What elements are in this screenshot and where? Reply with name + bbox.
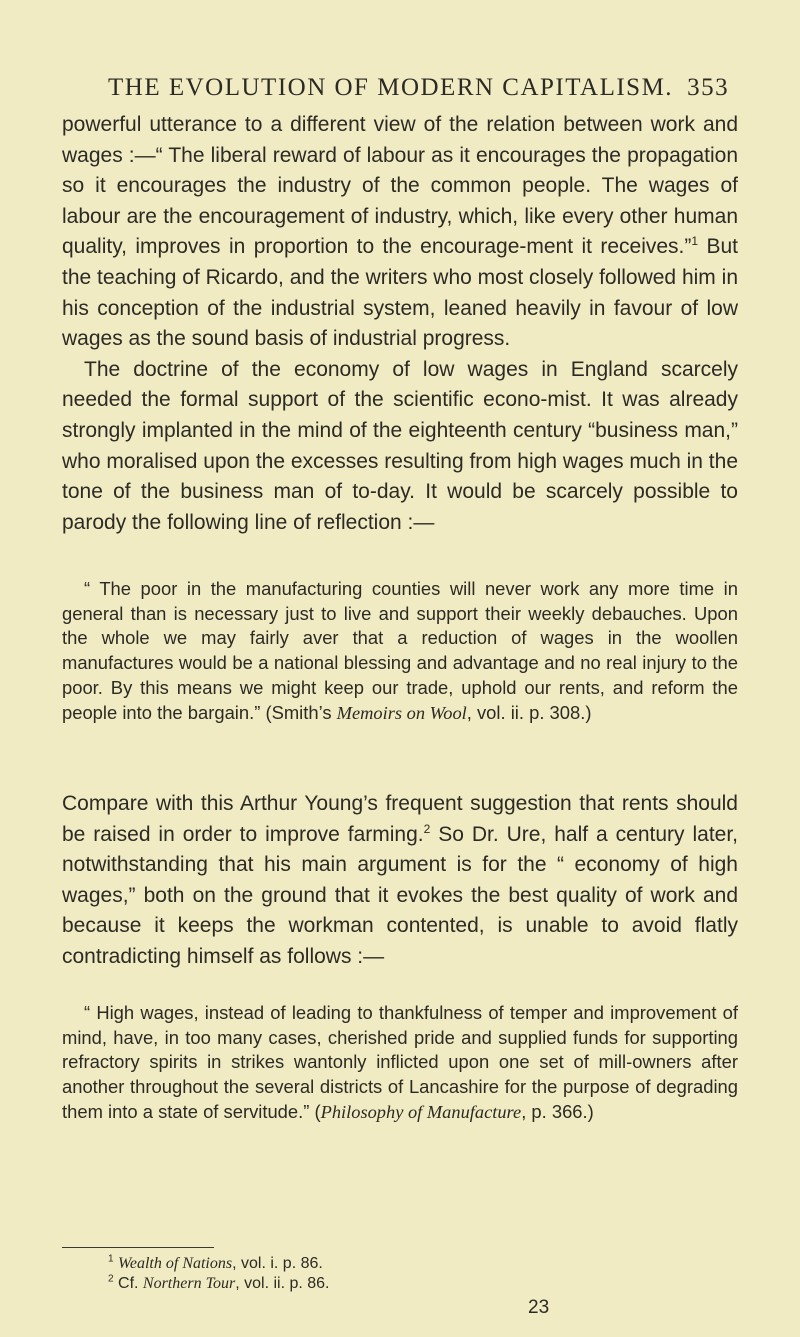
- body-paragraphs-1: [62, 110, 738, 538]
- printer-signature-mark: 23: [528, 1297, 550, 1318]
- footnote-2-title: Northern Tour: [142, 1275, 236, 1292]
- quote-1-citation: , vol. ii. p. 308.): [466, 701, 592, 723]
- quote-1-text: “ The poor in the manufacturing counties will never work any more time in general than is necessary just to live and support their weekly debauches. Upon the whole we may fairly aver that a reduction of wages in the woollen manufactures would be a national blessing and advantage and no real injury to the poor. By this means we might keep our trade, uphold our rents, and reform the people into the bargain.” (Smith’s: [62, 578, 738, 723]
- footnote-divider: [62, 1247, 214, 1248]
- quote-2-source: Philosophy of Manufacture: [320, 1101, 522, 1122]
- footnote-2-prefix: Cf.: [118, 1275, 143, 1292]
- footnote-2: [108, 1274, 708, 1294]
- footnote-1: [108, 1254, 708, 1274]
- footnote-2-mark: 2: [108, 1273, 114, 1285]
- quote-1: [62, 577, 738, 725]
- footnote-ref-2: 2: [423, 821, 431, 836]
- body-paragraphs-2: [62, 789, 738, 973]
- footnote-1-mark: 1: [108, 1253, 114, 1265]
- footnote-1-citation: , vol. i. p. 86.: [232, 1255, 323, 1272]
- paragraph-3-text-b: So Dr. Ure, half a century later, notwithstanding that his main argument is for the “ economy of high wages,” both on the ground that it evokes the best quality of work and because it keeps the workman contented, is unable to avoid flatly contradicting himself as follows :—: [62, 822, 739, 968]
- running-title: THE EVOLUTION OF MODERN CAPITALISM.: [108, 74, 674, 101]
- footnote-ref-1: 1: [691, 234, 699, 249]
- block-quote-1: [62, 577, 738, 725]
- quote-2-text: “ High wages, instead of leading to thankfulness of temper and improvement of mind, have, in too many cases, cherished pride and supplied funds for supporting refractory spirits in strikes wantonly inflicted upon one set of mill-owners after another throughout the several districts of Lancashire for the purpose of degrading them into a state of servitude.” (: [62, 1002, 738, 1122]
- footnote-1-title: Wealth of Nations: [118, 1255, 233, 1272]
- page-number: 353: [687, 74, 730, 101]
- footnote-2-citation: , vol. ii. p. 86.: [235, 1275, 330, 1292]
- paragraph-1-text-a: powerful utterance to a different view of the relation between work and wages :—“ The liberal reward of labour as it encourages the propagation so it encourages the industry of the common people. The wages of labour are the encouragement of industry, which, like every other human quality, improves in proportion to the encourage-ment it receives.”: [62, 113, 738, 259]
- paragraph-2: The doctrine of the economy of low wages in England scarcely needed the formal support of the scientific econo-mist. It was already strongly implanted in the mind of the eighteenth century “business man,” who moralised upon the excesses resulting from high wages much in the tone of the business man of to-day. It would be scarcely possible to parody the following line of reflection :—: [62, 357, 738, 534]
- paragraph-1-text-b: But the teaching of Ricardo, and the writers who most closely followed him in his conception of the industrial system, leaned heavily in favour of low wages as the sound basis of industrial progress.: [62, 235, 738, 351]
- paragraph-3-text-a: Compare with this Arthur Young’s frequent suggestion that rents should be raised in order to improve farming.: [62, 792, 738, 846]
- quote-2-citation: , p. 366.): [521, 1100, 594, 1122]
- footnotes: [108, 1254, 708, 1294]
- running-header: [108, 74, 768, 102]
- paragraph-3: [62, 789, 738, 973]
- quote-1-source: Memoirs on Wool: [336, 702, 467, 723]
- block-quote-2: [62, 1001, 738, 1125]
- quote-2: [62, 1001, 738, 1125]
- paragraph-1: [62, 110, 738, 355]
